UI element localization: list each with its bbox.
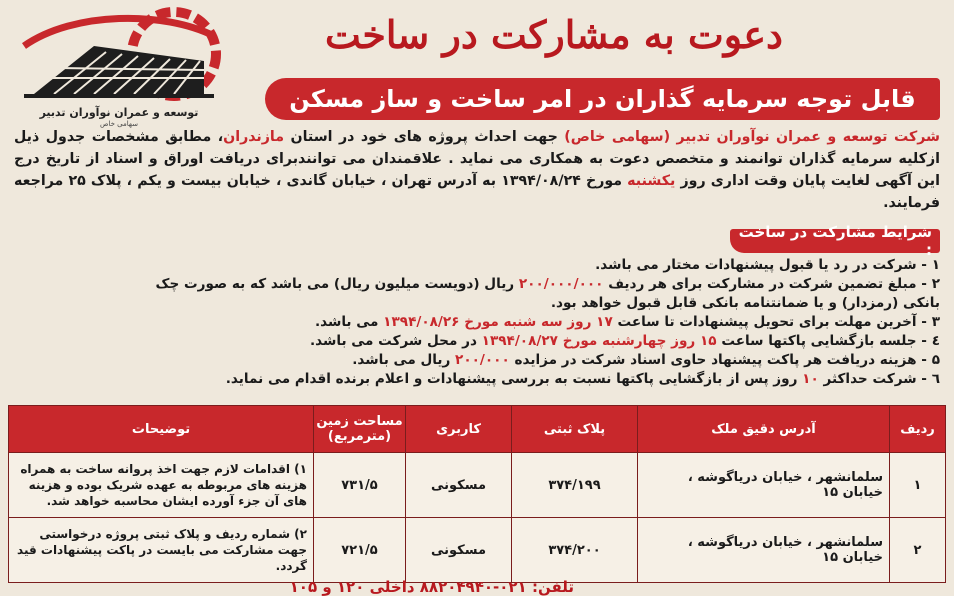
condition-item: ۵ - هزینه دریافت هر پاکت پیشنهاد حاوی اسناد شرکت در مزایده ۲۰۰/۰۰۰ ریال می باشد. xyxy=(352,352,940,368)
cell-notes: ۲) شماره ردیف و پلاک ثبتی پروژه درخواستی جهت مشارکت می بایست در پاکت پیشنهادات قید گردد. xyxy=(9,518,314,583)
properties-table xyxy=(8,405,946,583)
cell-area: ۷۲۱/۵ xyxy=(314,518,406,583)
cell-address: سلمانشهر ، خیابان دریاگوشه ، خیابان ۱۵ xyxy=(638,453,890,518)
cell-row-number: ۱ xyxy=(890,453,946,518)
deadline-day: یکشنبه xyxy=(627,173,676,189)
cell-address: سلمانشهر ، خیابان دریاگوشه ، خیابان ۱۵ xyxy=(638,518,890,583)
building-logo-icon xyxy=(14,6,224,106)
page-title: دعوت به مشارکت در ساخت xyxy=(325,12,783,57)
header-notes: توضیحات xyxy=(9,406,314,453)
cell-plate: ۳۷۴/۱۹۹ xyxy=(512,453,638,518)
cell-plate: ۳۷۴/۲۰۰ xyxy=(512,518,638,583)
condition-item: ٦ - شرکت حداکثر ۱۰ روز پس از بازگشایی پاکتها نسبت به بررسی پیشنهادات و اعلام برنده اقدام می نماید. xyxy=(225,371,940,387)
conditions-heading-text: شرایط مشارکت در ساخت : xyxy=(738,223,932,259)
conditions-list xyxy=(130,256,940,389)
header-area: مساحت زمین (مترمربع) xyxy=(314,406,406,453)
intro-text-2: ، مطابق مشخصات جدول ذیل ازکلیه سرمایه گذاران توانمند و متخصص دعوت به همکاری می نماید . علاقمندان می توانندبرای دریافت اوراق و اسناد از تاریخ درج این آگهی لغایت پایان وقت اداری روز xyxy=(14,129,940,189)
logo-company-type: سهامی خاص xyxy=(100,120,138,128)
intro-text-1: جهت احداث پروژه های خود در استان xyxy=(284,129,565,145)
cell-usage: مسکونی xyxy=(406,453,512,518)
cell-notes: ۱) اقدامات لازم جهت اخذ پروانه ساخت به همراه هزینه های مربوطه به عهده شریک بوده و هزینه های آن جزء آورده ایشان محاسبه خواهد شد. xyxy=(9,453,314,518)
header-address: آدرس دقیق ملک xyxy=(638,406,890,453)
condition-item: ۲ - مبلغ تضمین شرکت در مشارکت برای هر ردیف ۲۰۰/۰۰۰/۰۰۰ ریال (دویست میلیون ریال) می باشد که به صورت چک بانکی (رمزدار) و یا ضمانتنامه بانکی قابل قبول خواهد بود. xyxy=(155,276,940,311)
table-header-row xyxy=(9,406,946,453)
header-row-number: ردیف xyxy=(890,406,946,453)
banner-text: قابل توجه سرمایه گذاران در امر ساخت و ساز مسکن xyxy=(289,85,916,113)
intro-paragraph xyxy=(14,126,940,214)
table-row xyxy=(9,453,946,518)
province-name: مازندران xyxy=(223,129,285,145)
condition-item: ٤ - جلسه بازگشایی پاکتها ساعت ۱۵ روز چهارشنبه مورخ ۱۳۹۴/۰۸/۲۷ در محل شرکت می باشد. xyxy=(309,333,940,349)
footer-phone: تلفن: ۰۲۱-۸۸۲۰۴۹۴۰ داخلی ۱۲۰ و ۱۰۵ xyxy=(289,578,574,596)
logo-company-name: توسعه و عمران نوآوران تدبیر xyxy=(39,106,199,119)
company-name: شرکت توسعه و عمران نوآوران تدبیر (سهامی خاص) xyxy=(564,129,940,145)
condition-item: ۱ - شرکت در رد یا قبول پیشنهادات مختار می باشد. xyxy=(595,257,940,273)
table-row xyxy=(9,518,946,583)
condition-item: ۳ - آخرین مهلت برای تحویل پیشنهادات تا ساعت ۱۷ روز سه شنبه مورخ ۱۳۹۴/۰۸/۲۶ می باشد. xyxy=(314,314,940,330)
company-logo xyxy=(14,6,224,126)
conditions-heading xyxy=(730,223,940,259)
cell-usage: مسکونی xyxy=(406,518,512,583)
intro-text-3: مورخ ۱۳۹۴/۰۸/۲۴ به آدرس تهران ، خیابان گاندی ، خیابان بیست و یکم ، پلاک ۲۵ مراجعه فرمایند. xyxy=(14,173,940,211)
cell-area: ۷۳۱/۵ xyxy=(314,453,406,518)
header-plate: پلاک ثبتی xyxy=(512,406,638,453)
headline-banner xyxy=(265,78,940,120)
header-usage: کاربری xyxy=(406,406,512,453)
cell-row-number: ۲ xyxy=(890,518,946,583)
